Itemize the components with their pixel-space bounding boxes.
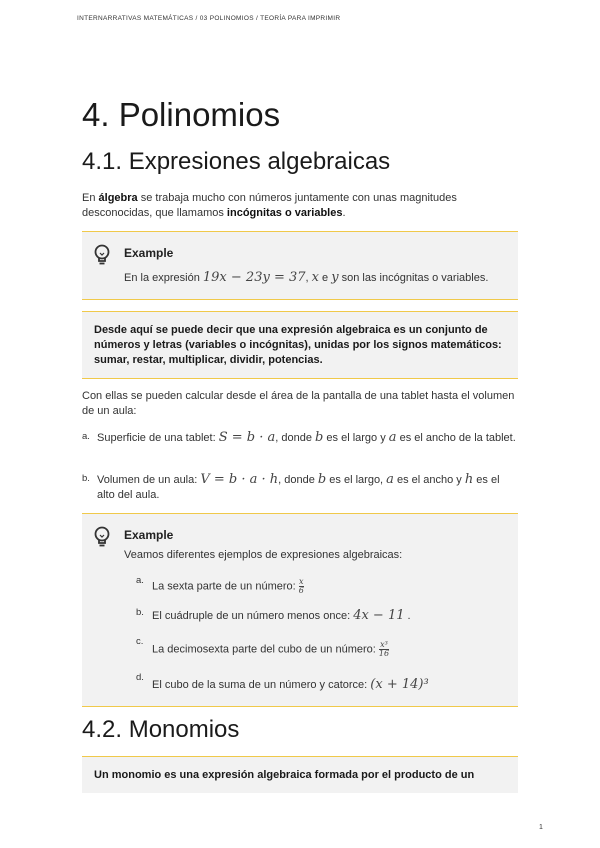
example-item-a: La sexta parte de un número: $\frac{x}{6}$: [152, 577, 304, 595]
definition-text: Un monomio es una expresión algebraica formada por el producto de un: [94, 769, 475, 781]
definition-text: Desde aquí se puede decir que una expresión algebraica es un conjunto de números y letras (variables o incógnitas), unidas por los signos matemáticos: sumar, restar, multiplicar, dividir, potencias.: [94, 324, 502, 366]
math-expression: 19x − 23y = 37: [202, 270, 306, 285]
section-title-4-1: 4.1. Expresiones algebraicas: [82, 148, 391, 175]
example-item-b: El cuádruple de un número menos once: 4x − 11 .: [152, 608, 411, 623]
fraction: $\frac{\text{x³}}{16}$: [378, 640, 390, 658]
list-marker: b.: [136, 607, 144, 618]
chapter-title: 4. Polinomios: [82, 96, 281, 133]
running-header: INTERNARRATIVAS MATEMÁTICAS / 03 POLINOMIOS / TEORÍA PARA IMPRIMIR: [77, 15, 341, 22]
list-marker: b.: [82, 473, 90, 484]
lightbulb-icon: [93, 244, 111, 266]
example-item-d: El cubo de la suma de un número y catorce: (x + 14)³: [152, 677, 429, 692]
example-box-1: [82, 231, 518, 300]
list-marker: d.: [136, 672, 144, 683]
intro-paragraph: En álgebra se trabaja mucho con números juntamente con unas magnitudes desconocidas, que llamamos incógnitas o variables.: [82, 192, 457, 219]
paragraph-2: Con ellas se pueden calcular desde el área de la pantalla de una tablet hasta el volumen de un aula:: [82, 390, 515, 417]
term-incognitas: incógnitas o variables: [226, 207, 343, 219]
example-item-c: La decimosexta parte del cubo de un número: $\frac{\text{x³}}{16}$: [152, 640, 390, 658]
definition-box-2: [82, 756, 518, 793]
page-number: 1: [539, 824, 543, 831]
example-intro: Veamos diferentes ejemplos de expresiones algebraicas:: [124, 549, 403, 561]
section-title-4-2: 4.2. Monomios: [82, 716, 240, 743]
example-text: En la expresión 19x − 23y = 37, x e y son las incógnitas o variables.: [124, 270, 489, 285]
list-item-a: Superficie de una tablet: S = b · a, donde b es el largo y a es el ancho de la tablet.: [97, 430, 516, 445]
example-title: Example: [124, 528, 174, 542]
term-algebra: álgebra: [98, 192, 138, 204]
list-marker: a.: [82, 431, 90, 442]
list-item-b: Volumen de un aula: V = b · a · h, donde b es el largo, a es el ancho y h es el alto del aula.: [97, 472, 500, 501]
list-marker: c.: [136, 636, 144, 647]
example-title: Example: [124, 246, 174, 260]
lightbulb-icon: [93, 526, 111, 548]
fraction: $\frac{x}{6}$: [298, 577, 304, 595]
example-box-2: [82, 513, 518, 707]
definition-box-1: [82, 311, 518, 379]
list-marker: a.: [136, 575, 144, 586]
